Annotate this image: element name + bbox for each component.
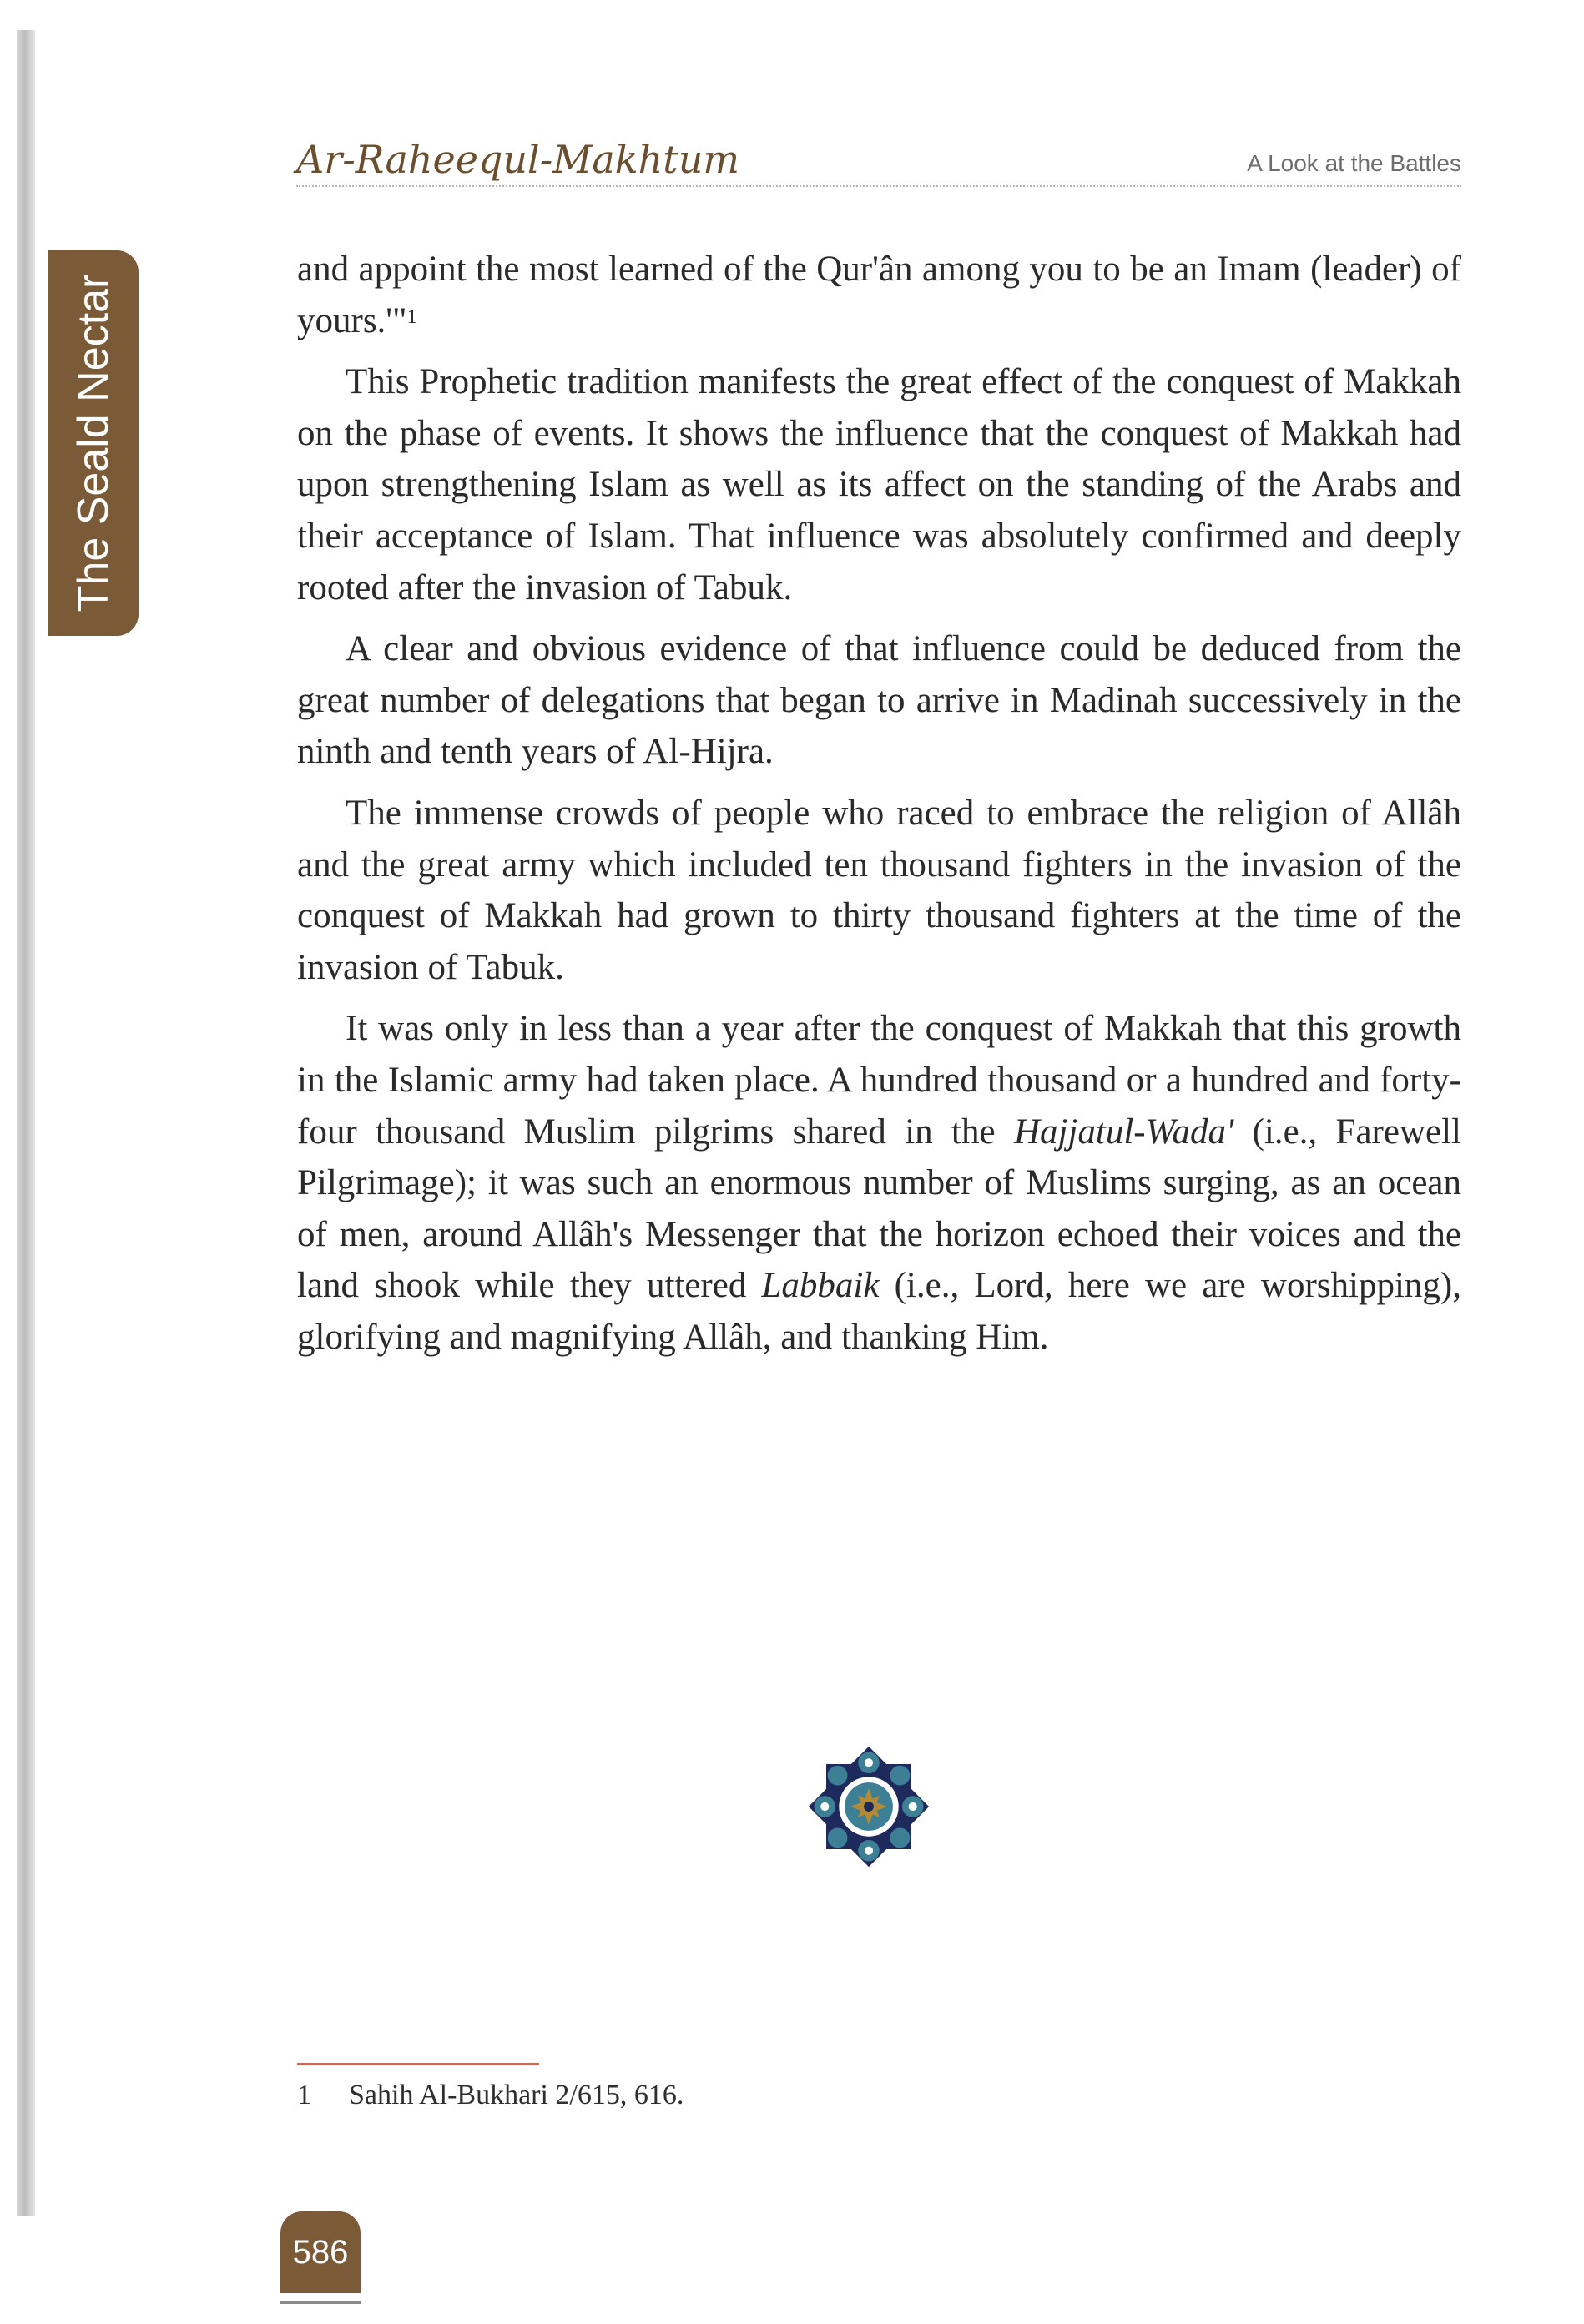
footnote [297, 2080, 684, 2111]
footnote-number: 1 [297, 2080, 311, 2110]
book-spine-shadow [17, 30, 35, 2216]
paragraph-4: The immense crowds of people who raced to embrace the religion of Allâh and the great army which included ten thousand fighters in the invasion of the conquest of Makkah had grown to thirty thousand fighters at the time of the invasion of Tabuk. [297, 793, 1461, 987]
footnote-ref[interactable]: 1 [406, 305, 417, 328]
footnote-divider [297, 2063, 539, 2065]
islamic-rosette-icon [798, 1736, 940, 1878]
side-tab-label: The Seald Nectar [69, 274, 118, 613]
footnote-text: Sahih Al-Bukhari 2/615, 616. [349, 2080, 684, 2110]
paragraph-1: and appoint the most learned of the Qur'ân among you to be an Imam (leader) of yours.'"$^1$ [297, 250, 1461, 340]
term-labbaik: Labbaik [761, 1266, 880, 1306]
term-hajjatul-wada: Hajjatul-Wada' [1013, 1112, 1234, 1152]
page-number-underline [280, 2301, 361, 2304]
paragraph-5: It was only in less than a year after the conquest of Makkah that this growth in the Islamic army had taken place. A hundred thousand or a hundred and forty-four thousand Muslim pilgrims shared in the Hajjatul-Wada' (i.e., Farewell Pilgrimage); it was such an enormous number of Muslims surging, as an ocean of men, around Allâh's Messenger that the horizon echoed their voices and the land shook while they uttered Labbaik (i.e., Lord, here we are worshipping), glorifying and magnifying Allâh, and thanking Him. [297, 1009, 1461, 1357]
section-title: A Look at the Battles [1247, 150, 1461, 176]
book-title: Ar-Raheequl-Makhtum [296, 137, 740, 182]
paragraph-2: This Prophetic tradition manifests the great effect of the conquest of Makkah on the phase of events. It shows the influence that the conquest of Makkah had upon strengthening Islam as well as its affect on the standing of the Arabs and their acceptance of Islam. That influence was absolutely confirmed and deeply rooted after the invasion of Tabuk. [297, 362, 1461, 607]
page-number: 586 [292, 2234, 349, 2271]
body-text [297, 244, 1461, 1373]
running-header [296, 134, 1461, 187]
paragraph-3: A clear and obvious evidence of that influence could be deduced from the great number of delegations that began to arrive in Madinah successively in the ninth and tenth years of Al-Hijra. [297, 629, 1461, 772]
